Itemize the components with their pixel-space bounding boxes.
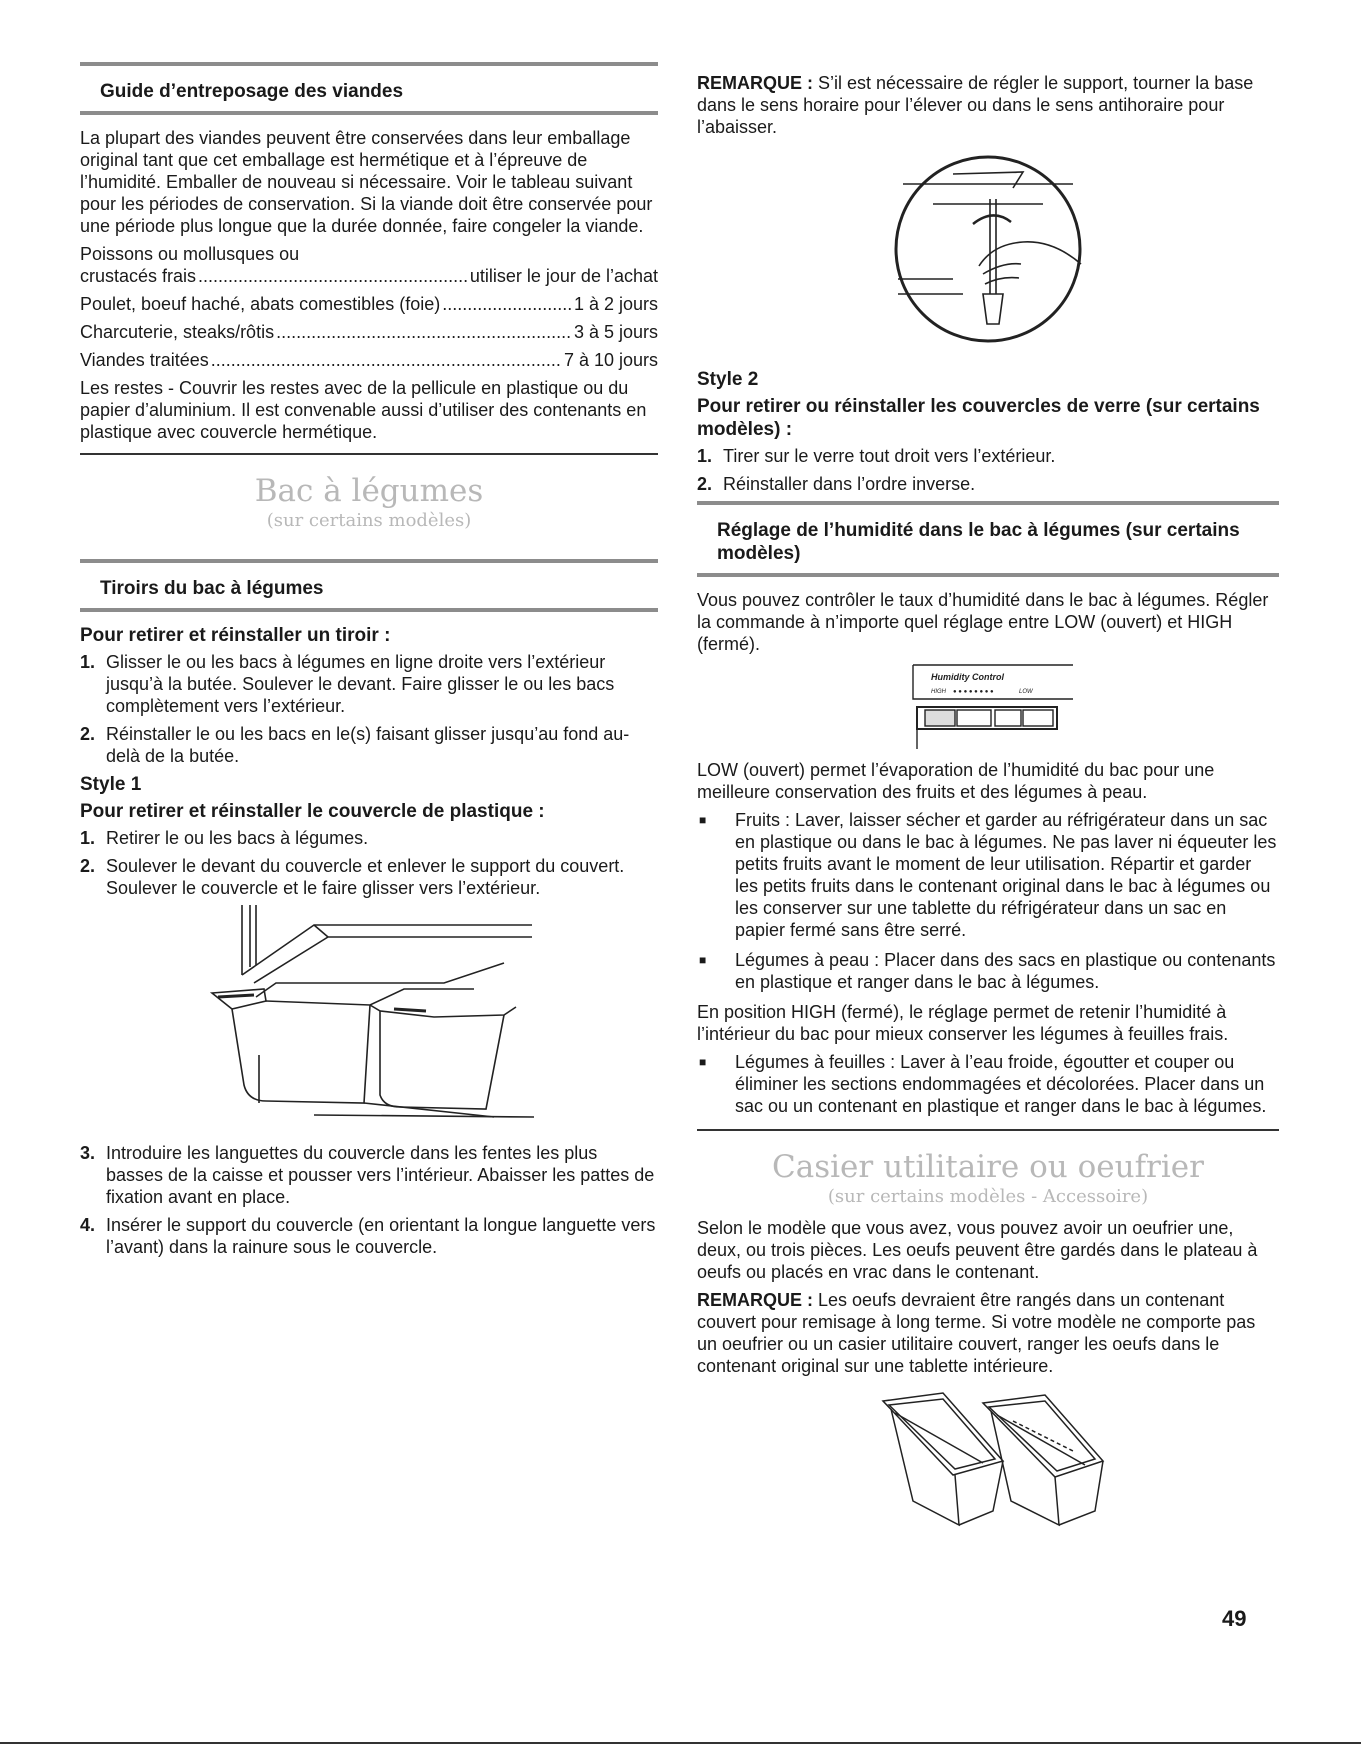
section-divider xyxy=(80,453,658,455)
bullet-square-icon: ■ xyxy=(699,813,707,827)
meat-row-label: crustacés frais xyxy=(80,266,197,286)
remove-drawer-heading: Pour retirer et réinstaller un tiroir : xyxy=(80,625,391,646)
leftovers-text: Les restes - Couvrir les restes avec de la pellicule en plastique ou du papier d’aluminium. Il est convenable aussi d’utiliser des contenants en plastique avec couvercle hermétique. xyxy=(80,378,647,442)
step-number: 1. xyxy=(80,652,96,672)
meat-storage-heading: Guide d’entreposage des viandes xyxy=(80,62,658,115)
meat-row xyxy=(80,265,658,287)
step-number: 2. xyxy=(80,856,96,876)
egg-bins-illustration xyxy=(863,1391,1113,1531)
step-text: Glisser le ou les bacs à légumes en ligne droite vers l’extérieur jusqu’à la butée. Soulever le devant. Faire glisser le ou les bacs complètement vers l’extérieur. xyxy=(106,652,615,716)
meat-row-label: Viandes traitées xyxy=(80,350,209,370)
page-number: 49 xyxy=(1222,1606,1247,1631)
step-text: Introduire les languettes du couvercle dans les fentes les plus basses de la caisse et pousser vers l’intérieur. Abaisser les pattes de fixation avant en place. xyxy=(106,1143,655,1207)
right-column xyxy=(697,72,1279,1531)
crisper-title: Bac à légumes xyxy=(254,473,484,509)
meat-row xyxy=(80,321,658,343)
meat-row-value: 1 à 2 jours xyxy=(573,294,658,314)
step-item xyxy=(80,1214,658,1258)
step-number: 3. xyxy=(80,1143,96,1163)
dot-leader xyxy=(198,265,468,287)
step-text: Insérer le support du couvercle (en orientant la longue languette vers l’avant) dans la rainure sous le couvercle. xyxy=(106,1215,656,1257)
dot-leader xyxy=(442,293,572,315)
meat-row xyxy=(80,349,658,371)
bullet-text: Fruits : Laver, laisser sécher et garder au réfrigérateur dans un sac en plastique ou dans le bac à légumes. Ne pas laver ni équeuter les petits fruits avant le moment de leur utilisation. Répartir et garder les petits fruits dans le contenant original dans le bac à légumes ou les conserver sur une tablette du réfrigérateur dans un sac en papier fermé sans être serré. xyxy=(735,810,1277,940)
remove-drawer-steps xyxy=(80,651,658,767)
high-setting-text: En position HIGH (fermé), le réglage permet de retenir l’humidité à l’intérieur du bac pour mieux conserver les légumes à feuilles frais. xyxy=(697,1002,1229,1044)
humidity-intro: Vous pouvez contrôler le taux d’humidité dans le bac à légumes. Régler la commande à n’importe quel réglage entre LOW (ouvert) et HIGH (fermé). xyxy=(697,590,1269,654)
step-number: 1. xyxy=(80,828,96,848)
bottom-rule xyxy=(0,1742,1361,1744)
control-title: Humidity Control xyxy=(931,672,1004,682)
glass-covers-steps xyxy=(697,445,1279,495)
egg-bin-subtitle: (sur certains modèles - Accessoire) xyxy=(827,1186,1149,1207)
step-text: Tirer sur le verre tout droit vers l’extérieur. xyxy=(723,446,1056,466)
meat-intro: La plupart des viandes peuvent être conservées dans leur emballage original tant que cet emballage est hermétique et à l’épreuve de l’humidité. Emballer de nouveau si nécessaire. Voir le tableau suivant pour les périodes de conservation. Si la viande doit être conservée pour une période plus longue que la durée donnée, faire congeler la viande. xyxy=(80,128,653,236)
step-item xyxy=(80,723,658,767)
bullet-text: Légumes à feuilles : Laver à l’eau froide, égoutter et couper ou éliminer les sections endommagées et décolorées. Placer dans un sac ou un contenant en plastique et ranger dans le bac à légumes. xyxy=(735,1052,1267,1116)
meat-row-label: Poulet, boeuf haché, abats comestibles (foie) xyxy=(80,294,441,314)
step-text: Soulever le devant du couvercle et enlever le support du couvert. Soulever le couvercle et le faire glisser vers l’extérieur. xyxy=(106,856,625,898)
left-column xyxy=(80,62,658,1264)
control-low-label: LOW xyxy=(1019,689,1033,695)
high-setting-bullets xyxy=(697,1051,1279,1117)
remarque2-paragraph xyxy=(697,1289,1279,1377)
low-setting-text: LOW (ouvert) permet l’évaporation de l’humidité du bac pour une meilleure conservation des fruits et des légumes à peau. xyxy=(697,760,1215,802)
meat-row-label: Charcuterie, steaks/rôtis xyxy=(80,322,275,342)
step-item xyxy=(80,651,658,717)
meat-row xyxy=(80,293,658,315)
remarque-paragraph xyxy=(697,72,1279,138)
remarque-label: REMARQUE : xyxy=(697,73,813,93)
meat-row-value: 7 à 10 jours xyxy=(563,350,658,370)
step-item xyxy=(80,827,658,849)
bullet-text: Légumes à peau : Placer dans des sacs en plastique ou contenants en plastique et ranger dans le bac à légumes. xyxy=(735,950,1276,992)
step-number: 2. xyxy=(80,724,96,744)
step-number: 4. xyxy=(80,1215,96,1235)
plastic-cover-steps-continued xyxy=(80,1142,658,1258)
drawers-heading: Tiroirs du bac à légumes xyxy=(80,559,658,612)
plastic-cover-steps xyxy=(80,827,658,899)
humidity-control-illustration xyxy=(903,663,1073,749)
egg-bin-text: Selon le modèle que vous avez, vous pouvez avoir un oeufrier une, deux, ou trois pièces. Les oeufs peuvent être gardés dans le plateau à oeufs ou placés en vrac dans le contenant. xyxy=(697,1218,1258,1282)
control-dots: ● ● ● ● ● ● ● ● xyxy=(953,689,994,695)
egg-bin-title: Casier utilitaire ou oeufrier xyxy=(772,1149,1204,1185)
plastic-cover-heading: Pour retirer et réinstaller le couvercle de plastique : xyxy=(80,801,545,822)
dot-leader xyxy=(211,349,562,371)
remarque-text: S’il est nécessaire de régler le support, tourner la base dans le sens horaire pour l’élever ou dans le sens antihoraire pour l’abaisser. xyxy=(697,73,1254,137)
section-divider xyxy=(697,1129,1279,1131)
remarque2-text: Les oeufs devraient être rangés dans un contenant couvert pour remisage à long terme. Si votre modèle ne comporte pas un oeufrier ou un casier utilitaire couvert, ranger les oeufs dans le contenant original sur une tablette intérieure. xyxy=(697,1290,1256,1376)
style1-label: Style 1 xyxy=(80,774,142,795)
step-number: 1. xyxy=(697,446,713,466)
crisper-drawers-illustration xyxy=(204,905,534,1120)
step-text: Retirer le ou les bacs à légumes. xyxy=(106,828,369,848)
bullet-square-icon: ■ xyxy=(699,1055,707,1069)
meat-row-value: utiliser le jour de l’achat xyxy=(469,266,658,286)
step-text: Réinstaller dans l’ordre inverse. xyxy=(723,474,976,494)
step-text: Réinstaller le ou les bacs en le(s) faisant glisser jusqu’au fond au-delà de la butée. xyxy=(106,724,630,766)
control-high-label: HIGH xyxy=(931,689,946,695)
remarque2-label: REMARQUE : xyxy=(697,1290,813,1310)
bullet-item xyxy=(697,809,1279,941)
humidity-heading: Réglage de l’humidité dans le bac à légumes (sur certains modèles) xyxy=(697,501,1279,577)
step-item xyxy=(697,445,1279,467)
crisper-subtitle: (sur certains modèles) xyxy=(266,510,472,531)
meat-row-value: 3 à 5 jours xyxy=(573,322,658,342)
dot-leader xyxy=(276,321,572,343)
step-item xyxy=(80,855,658,899)
step-item xyxy=(80,1142,658,1208)
step-number: 2. xyxy=(697,474,713,494)
low-setting-bullets xyxy=(697,809,1279,993)
bullet-square-icon: ■ xyxy=(699,953,707,967)
meat-row-0-top: Poissons ou mollusques ou xyxy=(80,244,300,264)
step-item xyxy=(697,473,1279,495)
glass-covers-heading: Pour retirer ou réinstaller les couvercles de verre (sur certains modèles) : xyxy=(697,396,1260,440)
support-adjust-illustration xyxy=(893,144,1083,354)
bullet-item xyxy=(697,1051,1279,1117)
bullet-item xyxy=(697,949,1279,993)
style2-label: Style 2 xyxy=(697,369,759,390)
